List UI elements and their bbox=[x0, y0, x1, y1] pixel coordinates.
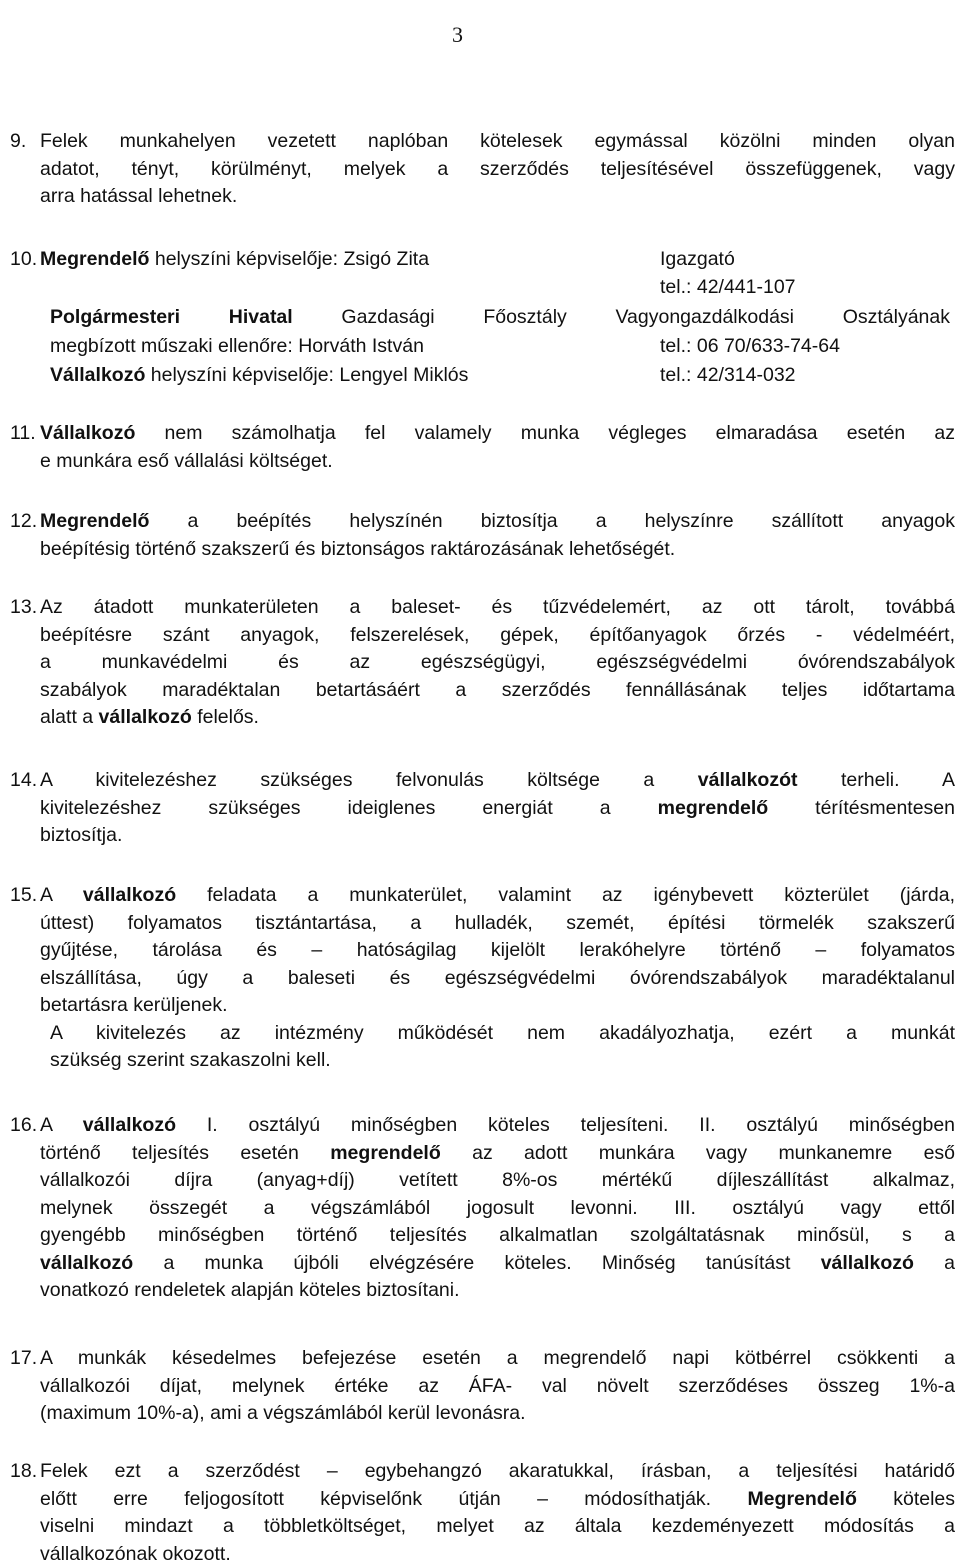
clause-text: A kivitelezéshez szükséges felvonulás költsége a bbox=[40, 769, 655, 791]
clause-line: vállalkozói díjra (anyag+díj) vetített 8%-os mértékű díjleszállítást alkalmaz, bbox=[40, 1169, 955, 1191]
clause-line: gyengébb minőségben történő teljesítés alkalmatlan szolgáltatásnak minősül, s a bbox=[40, 1224, 955, 1246]
clause-line: viselni mindazt a többletköltséget, melyet az általa kezdeményezett módosítás a bbox=[40, 1515, 955, 1537]
clause-text: A bbox=[40, 1114, 52, 1136]
page-number: 3 bbox=[452, 22, 463, 47]
clause-10 bbox=[10, 246, 955, 274]
clause-text: nem számolhatja fel valamely munka végleges elmaradása esetén az bbox=[164, 422, 956, 444]
customer-rep-line bbox=[40, 246, 955, 274]
clause-line: a munkavédelmi és az egészségügyi, egészségvédelmi óvórendszabályok bbox=[40, 651, 955, 673]
clause-line: vállalkozói díjat, melynek értéke az ÁFA- val növelt szerződéses összeg 1%-a bbox=[40, 1374, 955, 1397]
clause-text: a beépítés helyszínén biztosítja a helyszínre szállított anyagok bbox=[187, 510, 955, 532]
clause-line: (maximum 10%-a), ami a végszámlából kerül levonásra. bbox=[40, 1402, 526, 1424]
clause-number: 10. bbox=[10, 248, 38, 270]
clause-14 bbox=[10, 767, 955, 850]
clause-line: vállalkozónak okozott. bbox=[40, 1542, 231, 1565]
clause-text: a bbox=[944, 1251, 956, 1274]
clause-text: felelős. bbox=[197, 706, 259, 728]
clause-text: előtt erre feljogosított képviselőnk útján – módosíthatják. bbox=[40, 1487, 712, 1510]
clause-line: szükség szerint szakaszolni kell. bbox=[50, 1049, 331, 1071]
party-name: Megrendelő bbox=[747, 1487, 857, 1510]
clause-text: köteles bbox=[893, 1487, 956, 1510]
clause-text: alatt a bbox=[40, 706, 94, 728]
clause-number: 18. bbox=[10, 1460, 38, 1482]
clause-number: 13. bbox=[10, 596, 38, 618]
rep-text: helyszíni képviselője: Zsigó Zita bbox=[154, 248, 430, 270]
clause-text: térítésmentesen bbox=[815, 796, 955, 819]
clause-line: Felek ezt a szerződést – egybehangzó akaratukkal, írásban, a teljesítési határidő bbox=[40, 1460, 955, 1482]
clause-number: 17. bbox=[10, 1347, 38, 1369]
phone-number: tel.: 42/314-032 bbox=[660, 364, 796, 386]
clause-line: Felek munkahelyen vezetett naplóban kötelesek egymással közölni minden olyan bbox=[40, 130, 955, 152]
party-name: Vállalkozó bbox=[50, 364, 146, 386]
party-name: vállalkozó bbox=[98, 706, 192, 728]
clause-line: vonatkozó rendeletek alapján köteles biztosítani. bbox=[40, 1279, 460, 1301]
clause-text: terheli. A bbox=[841, 769, 955, 791]
clause-number: 12. bbox=[10, 510, 38, 532]
party-name: vállalkozót bbox=[697, 769, 798, 791]
clause-line: elszállítása, úgy a baleseti és egészségvédelmi óvórendszabályok maradéktalanul bbox=[40, 966, 955, 989]
clause-number: 11. bbox=[10, 422, 36, 444]
clause-text: feladata a munkaterület, valamint az igénybevett közterület (járda, bbox=[207, 884, 955, 906]
clause-18 bbox=[10, 1458, 955, 1568]
clause-text: az adott munkára vagy munkanemre eső bbox=[472, 1141, 956, 1164]
clause-16 bbox=[10, 1112, 955, 1305]
party-name: Megrendelő bbox=[40, 510, 150, 532]
clause-15 bbox=[10, 882, 955, 1075]
party-name: megrendelő bbox=[657, 796, 769, 819]
party-name: megrendelő bbox=[330, 1141, 441, 1164]
clause-text: történő teljesítés esetén bbox=[40, 1141, 299, 1164]
office-line bbox=[50, 304, 950, 332]
clause-17 bbox=[10, 1345, 955, 1428]
clause-number: 9. bbox=[10, 130, 27, 152]
clause-text: kivitelezéshez szükséges ideiglenes energiát a bbox=[40, 796, 611, 819]
role-title: Igazgató bbox=[660, 248, 735, 270]
clause-text: I. osztályú minőségben köteles teljesíteni. II. osztályú minőségben bbox=[206, 1114, 956, 1136]
rep-text: helyszíni képviselője: Lengyel Miklós bbox=[150, 364, 469, 386]
clause-line: adatot, tényt, körülményt, melyek a szerződés teljesítésével összefüggenek, vagy bbox=[40, 157, 955, 180]
clause-line: betartásra kerüljenek. bbox=[40, 994, 228, 1016]
phone-number: tel.: 42/441-107 bbox=[660, 276, 796, 298]
party-name: Megrendelő bbox=[40, 248, 150, 270]
clause-12 bbox=[10, 508, 955, 563]
office-text: Gazdasági Főosztály Vagyongazdálkodási Osztályának bbox=[341, 306, 950, 328]
clause-line: beépítésig történő szakszerű és biztonságos raktározásának lehetőségét. bbox=[40, 537, 676, 560]
clause-13 bbox=[10, 594, 955, 732]
clause-text: A bbox=[40, 884, 52, 906]
clause-line: beépítésre szánt anyagok, felszerelések, gépek, építőanyagok őrzés - védelméért, bbox=[40, 623, 955, 646]
party-name: vállalkozó bbox=[82, 1114, 177, 1136]
clause-line: biztosítja. bbox=[40, 824, 123, 846]
clause-line: melynek összegét a végszámlából jogosult levonni. III. osztályú vagy ettől bbox=[40, 1196, 955, 1219]
clause-line: arra hatással lehetnek. bbox=[40, 185, 238, 207]
clause-line: A munkák késedelmes befejezése esetén a megrendelő napi kötbérrel csökkenti a bbox=[40, 1347, 955, 1369]
clause-line: szabályok maradéktalan betartásáért a szerződés fennállásának teljes időtartama bbox=[40, 678, 955, 701]
clause-line: gyűjtése, tárolása és – hatóságilag kijelölt lerakóhelyre történő – folyamatos bbox=[40, 939, 955, 961]
party-name: Vállalkozó bbox=[40, 422, 136, 444]
clause-line: úttest) folyamatos tisztántartása, a hulladék, szemét, építési törmelék szakszerű bbox=[40, 911, 955, 934]
clause-number: 15. bbox=[10, 884, 38, 906]
contractor-rep-line bbox=[50, 362, 468, 390]
clause-11 bbox=[10, 420, 955, 475]
clause-line: Az átadott munkaterületen a baleset- és tűzvédelemért, az ott tárolt, továbbá bbox=[40, 596, 955, 618]
clause-9 bbox=[10, 128, 955, 211]
clause-number: 14. bbox=[10, 769, 38, 791]
office-name: Polgármesteri Hivatal bbox=[50, 306, 293, 328]
clause-line: A kivitelezés az intézmény működését nem akadályozhatja, ezért a munkát bbox=[50, 1021, 955, 1044]
phone-number: tel.: 06 70/633-74-64 bbox=[660, 335, 840, 357]
clause-number: 16. bbox=[10, 1114, 38, 1136]
party-name: vállalkozó bbox=[40, 1251, 134, 1274]
inspector-line: megbízott műszaki ellenőre: Horváth István bbox=[50, 335, 424, 357]
party-name: vállalkozó bbox=[820, 1251, 914, 1274]
party-name: vállalkozó bbox=[82, 884, 177, 906]
clause-text: a munka újbóli elvégzésére köteles. Minőség tanúsítást bbox=[163, 1251, 791, 1274]
clause-line: e munkára eső vállalási költséget. bbox=[40, 449, 333, 472]
